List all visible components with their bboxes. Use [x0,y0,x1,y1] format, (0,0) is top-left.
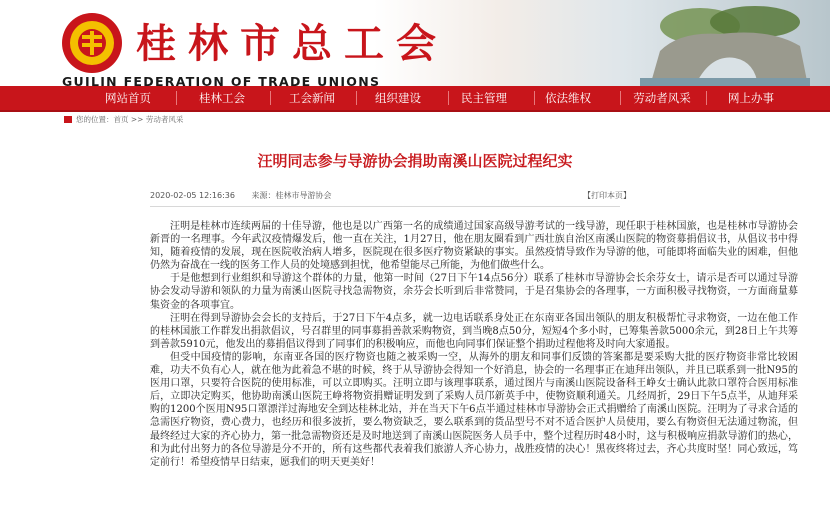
home-icon [64,116,72,123]
nav-worker-profiles[interactable]: 劳动者风采 [633,91,691,105]
nav-home[interactable]: 网站首页 [105,91,151,105]
nav-legal-rights[interactable]: 依法维权 [545,91,591,105]
site-header [0,0,830,86]
article-meta [150,190,346,201]
nav-guilin-union[interactable]: 桂林工会 [199,91,245,105]
article-source: 来源：桂林市导游协会 [251,191,332,200]
divider [150,206,620,207]
article-body [150,220,798,469]
elephant-trunk-hill-image [640,6,810,86]
article-paragraph: 汪明在得到导游协会会长的支持后，于27日下午4点多，就一边电话联系身处正在东南亚各国出领队的朋友积极帮忙寻求物资，一边在他工作的桂林国旅工作群发出捐款倡议，号召群里的同事募捐善款采购物资，到当晚8点50分，短短4个多小时，已筹集善款5000余元，到28日上午共筹到善款5910元，他发出的募捐倡议得到了同事们的积极响应，而他也向同事们保证整个捐助过程他将及时向大家通报。 [150,312,798,350]
article-paragraph: 汪明是桂林市连续两届的十佳导游，他也是以广西第一名的成绩通过国家高级导游考试的一线导游，现任职于桂林国旅，也是桂林市导游协会新晋的一名理事。今年武汉疫情爆发后，他一直在关注，1月27日，他在朋友圈看到广西壮族自治区南溪山医院的物资募捐倡议书，从倡议书中得知，随着疫情的发展，现在医院收治病人增多，医院现在很多医疗物资紧缺的事实。虽然疫情导致作为导游的他，可能即将面临失业的困难，但他仍然为奋战在一线的医务工作人员的处境感到担忧，他希望能尽己所能，为他们做些什么。 [150,221,798,272]
nav-organization[interactable]: 组织建设 [375,91,421,105]
site-title-english: GUILIN FEDERATION OF TRADE UNIONS [62,74,381,86]
article-date: 2020-02-05 12:16:36 [150,191,235,200]
nav-union-news[interactable]: 工会新闻 [289,91,335,105]
breadcrumb-text[interactable]: 您的位置：首页 >> 劳动者风采 [76,115,184,124]
article-paragraph: 但受中国疫情的影响，东南亚各国的医疗物资也随之被采购一空，从海外的朋友和同事们反馈的答案都是要采购大批的医疗物资非常比较困难，功夫不负有心人，就在他为此着急不堪的时候，终于从导游协会得知一个好消息，协会的一名理事正在迪拜出领队，并且已联系到一批N95的医用口罩，只要符合医院的使用标准，可以立即购买。汪明立即与该理事联系，通过图片与南溪山医院设备科王峥女士确认此款口罩符合医用标准后，立即决定购买，他协助南溪山医院王峥将物资捐赠证明发到了采购人员邝新英手中，使物资顺利通关。几经周折，29日下午5点半，从迪拜采购的1200个医用N95口罩漂洋过海地安全到达桂林北站，并在当天下午6点半通过桂林市导游协会正式捐赠给了南溪山医院。汪明为了寻求合适的急需医疗物资，费心费力，也经历和很多波折，要么物资缺乏，要么联系到的货品型号不对不适合医护人员使用，要么有物资但无法通过物流，但最终经过大家的齐心协力，第一批急需物资还是及时地送到了南溪山医院医务人员手中，整个过程历时48小时，这与积极响应捐款导游们的热心，和为此付出努力的各位导游是分不开的，所有这些都代表着我们旅游人齐心协力，战胜疫情的决心！黑夜终将过去，齐心共度时坚！同心致远，笃定前行！希望疫情早日结束，愿我们的明天更美好！ [150,351,798,468]
article-title: 汪明同志参与导游协会捐助南溪山医院过程纪实 [257,152,573,170]
breadcrumb [64,114,183,125]
nav-online-services[interactable]: 网上办事 [728,91,774,105]
article-paragraph: 于是他想到行业组织和导游这个群体的力量，他第一时间（27日下午14点56分）联系了桂林市导游协会长余芬女士，请示是否可以通过导游协会发动导游和领队的力量为南溪山医院寻找急需物资，余芬会长听到后非常赞同，于是召集协会的各理事，一方面积极寻找物资，一方面商量募集资金的各项事宜。 [150,273,798,311]
nav-democratic-management[interactable]: 民主管理 [461,91,507,105]
print-button[interactable]: 【打印本页】 [583,191,631,200]
union-logo-icon[interactable] [62,13,122,73]
site-title: 桂林市总工会 [136,20,448,67]
main-nav [0,86,830,112]
